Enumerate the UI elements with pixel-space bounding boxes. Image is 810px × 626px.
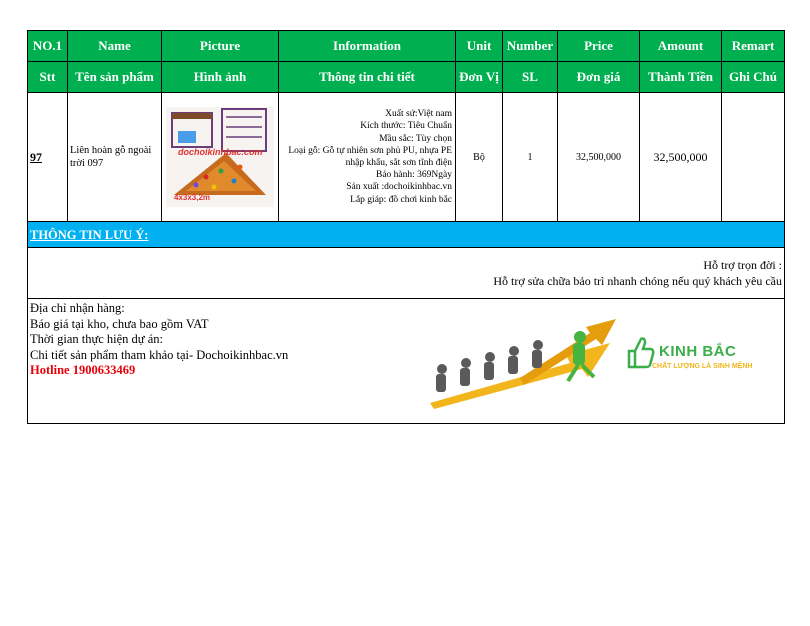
info-producer: Sản xuất :dochoikinhbac.vn: [346, 182, 452, 193]
address-vat: Báo giá tại kho, chưa bao gồm VAT: [30, 316, 209, 331]
info-size: Kích thước: Tiêu Chuẩn: [360, 121, 452, 132]
product-picture-cell: [162, 93, 279, 222]
support-row: [28, 248, 785, 299]
header-price: Price: [558, 31, 640, 62]
header-unit: Unit: [456, 31, 503, 62]
header-information: Information: [279, 31, 456, 62]
brand-banner: [420, 303, 770, 413]
product-name: Liên hoàn gỗ ngoài trời 097: [68, 93, 162, 222]
picture-watermark: dochoikinhbac.com: [178, 147, 263, 157]
support-lifetime: Hỗ trợ trọn đời :: [703, 258, 782, 272]
header-picture: Picture: [162, 31, 279, 62]
product-information: [279, 93, 456, 222]
header-thanh-tien: Thành Tiền: [640, 62, 722, 93]
header-don-gia: Đơn giá: [558, 62, 640, 93]
address-row: [28, 299, 785, 424]
notes-title: THÔNG TIN LƯU Ý:: [30, 227, 149, 242]
info-warranty: Bảo hành: 369Ngày: [376, 170, 452, 181]
playground-illustration: [166, 107, 274, 207]
header-row-vietnamese: [28, 62, 785, 93]
header-amount: Amount: [640, 31, 722, 62]
brand-name: KINH BẮC: [659, 343, 737, 360]
product-image: [166, 107, 274, 207]
support-maintenance: Hỗ trợ sửa chữa bảo trì nhanh chóng nếu quý khách yêu cầu: [493, 274, 782, 288]
address-reference: Chi tiết sản phẩm tham khảo tại- Dochoikinhbac.vn: [30, 347, 289, 362]
runners-illustration: [420, 303, 630, 413]
brand-logo-icon: [625, 333, 655, 373]
info-origin: Xuất sứ:Việt nam: [385, 109, 452, 120]
product-amount: 32,500,000: [640, 93, 722, 222]
header-stt: Stt: [28, 62, 68, 93]
product-unit: Bộ: [456, 93, 503, 222]
product-stt[interactable]: 97: [28, 93, 68, 222]
header-number: Number: [503, 31, 558, 62]
picture-dimension: 4x3x3,2m: [174, 193, 211, 202]
info-installer: Lắp giáp: đồ chơi kinh bắc: [350, 194, 452, 205]
info-color: Mầu sắc: Tùy chọn: [379, 133, 452, 144]
product-price: 32,500,000: [558, 93, 640, 222]
table-row: [28, 93, 785, 222]
quotation-table: [27, 30, 785, 424]
hotline[interactable]: Hotline 1900633469: [30, 363, 136, 377]
brand-tagline: CHẤT LƯỢNG LÀ SINH MỆNH: [652, 363, 753, 370]
header-don-vi: Đơn Vị: [456, 62, 503, 93]
address-delivery: Địa chỉ nhận hàng:: [30, 301, 125, 315]
header-sl: SL: [503, 62, 558, 93]
info-material: Loại gỗ: Gỗ tự nhiên sơn phủ PU, nhựa PE: [288, 145, 452, 156]
header-ten-san-pham: Tên sản phẩm: [68, 62, 162, 93]
product-qty: 1: [503, 93, 558, 222]
info-material-cont: nhập khẩu, sắt sơn tĩnh điện: [345, 158, 452, 168]
header-row-english: [28, 31, 785, 62]
header-thong-tin: Thông tin chi tiết: [279, 62, 456, 93]
notes-title-row: [28, 222, 785, 248]
address-timeline: Thời gian thực hiện dự án:: [30, 332, 163, 346]
product-note: [722, 93, 785, 222]
header-name: Name: [68, 31, 162, 62]
header-remark: Remart: [722, 31, 785, 62]
header-ghi-chu: Ghi Chú: [722, 62, 785, 93]
header-hinh-anh: Hình ảnh: [162, 62, 279, 93]
header-no: NO.1: [28, 31, 68, 62]
